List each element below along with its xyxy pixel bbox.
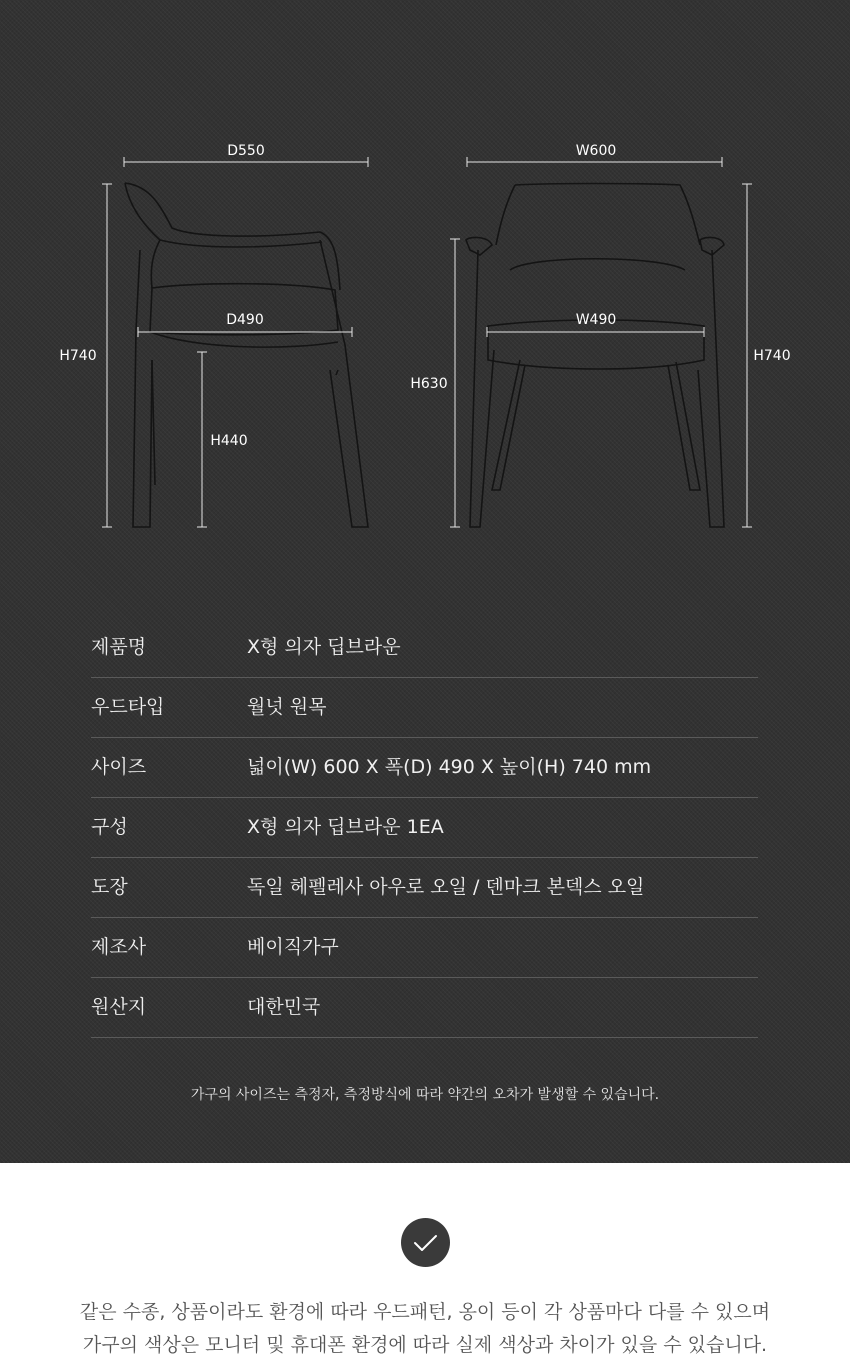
spec-label: 사이즈 <box>91 756 147 778</box>
size-disclaimer: 가구의 사이즈는 측정자, 측정방식에 따라 약간의 오차가 발생할 수 있습니다. <box>190 1087 660 1103</box>
spec-label: 구성 <box>91 816 128 838</box>
label-w600: W600 <box>575 143 617 159</box>
spec-label: 제조사 <box>91 936 147 958</box>
spec-row-finish <box>91 858 758 918</box>
spec-value: 독일 헤펠레사 아우로 오일 / 덴마크 본덱스 오일 <box>247 876 645 898</box>
notice-line-2: 가구의 색상은 모니터 및 휴대폰 환경에 따라 실제 색상과 차이가 있을 수 있습니다. <box>82 1334 768 1356</box>
side-view-chair <box>125 183 368 527</box>
side-dimension-lines <box>102 157 368 527</box>
notice-line-1: 같은 수종, 상품이라도 환경에 따라 우드패턴, 옹이 등이 각 상품마다 다를 수 있으며 <box>79 1301 771 1323</box>
spec-row-wood-type <box>91 678 758 738</box>
label-h740-side: H740 <box>59 348 97 364</box>
spec-value: 월넛 원목 <box>247 696 327 718</box>
spec-label: 우드타입 <box>91 696 165 718</box>
spec-table <box>91 618 758 1038</box>
spec-label: 도장 <box>91 876 128 898</box>
label-d490: D490 <box>226 312 264 328</box>
spec-value: X형 의자 딥브라운 <box>247 636 401 658</box>
spec-row-product-name <box>91 618 758 678</box>
spec-row-composition <box>91 798 758 858</box>
spec-value: X형 의자 딥브라운 1EA <box>247 816 444 838</box>
label-d550: D550 <box>227 143 265 159</box>
spec-row-manufacturer <box>91 918 758 978</box>
front-view-chair <box>466 184 724 528</box>
check-icon <box>401 1218 450 1267</box>
spec-row-size <box>91 738 758 798</box>
label-h630: H630 <box>410 376 448 392</box>
spec-row-origin <box>91 978 758 1038</box>
label-h440: H440 <box>210 433 248 449</box>
spec-label: 제품명 <box>91 636 147 658</box>
spec-value: 넓이(W) 600 X 폭(D) 490 X 높이(H) 740 mm <box>247 756 652 778</box>
spec-value: 대한민국 <box>247 996 321 1018</box>
label-h740-front: H740 <box>753 348 791 364</box>
chair-dimension-diagram <box>0 0 850 560</box>
spec-value: 베이직가구 <box>247 936 339 958</box>
notice-text <box>0 1296 850 1362</box>
spec-label: 원산지 <box>91 996 147 1018</box>
label-w490: W490 <box>575 312 617 328</box>
